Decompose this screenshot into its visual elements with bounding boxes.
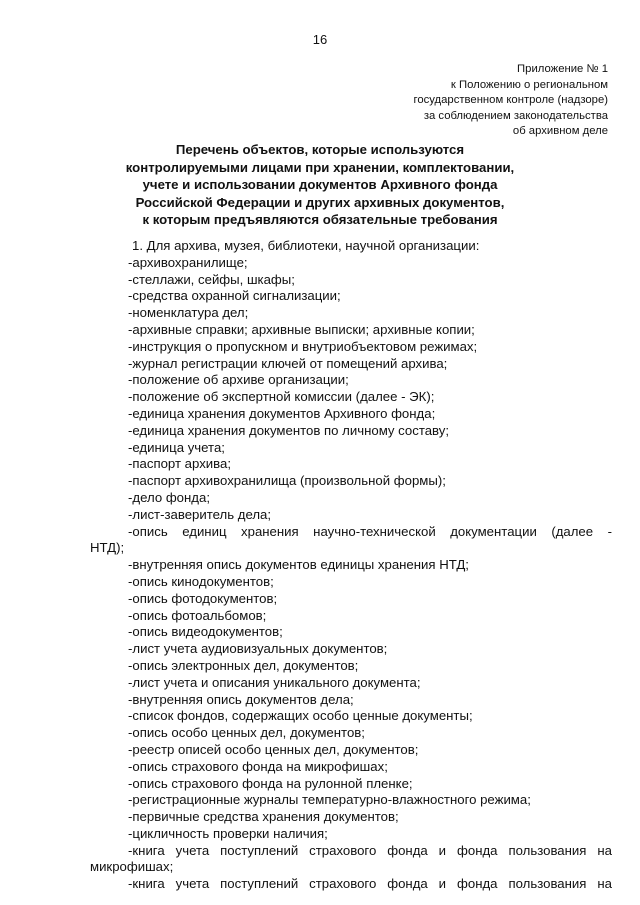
list-item: -единица хранения документов по личному составу; xyxy=(128,422,450,438)
list-item: -реестр описей особо ценных дел, документов; xyxy=(128,741,419,757)
page-number: 16 xyxy=(312,32,328,47)
title-line: учете и использовании документов Архивного фонда xyxy=(142,177,498,192)
annex-line: государственном контроле (надзоре) xyxy=(413,94,608,106)
list-item: -внутренняя опись документов единицы хранения НТД; xyxy=(128,557,469,573)
list-item: -стеллажи, сейфы, шкафы; xyxy=(128,271,295,287)
list-item: -опись особо ценных дел, документов; xyxy=(128,725,365,741)
title-line: к которым предъявляются обязательные требования xyxy=(142,212,498,227)
list-item: -опись электронных дел, документов; xyxy=(128,657,359,673)
list-item: -журнал регистрации ключей от помещений архива; xyxy=(128,355,448,371)
list-item-continuation: микрофишах; xyxy=(90,859,174,875)
annex-header xyxy=(348,62,608,140)
list-item: -положение об экспертной комиссии (далее - ЭК); xyxy=(128,389,435,405)
list-item: -номенклатура дел; xyxy=(128,305,249,321)
list-item: -опись страхового фонда на рулонной пленке; xyxy=(128,775,413,791)
list-item: -положение об архиве организации; xyxy=(128,372,349,388)
title-line: контролируемыми лицами при хранении, комплектовании, xyxy=(125,159,515,175)
title-line: Перечень объектов, которые используются xyxy=(175,142,465,157)
list-item-wrapped: -книга учета поступлений страхового фонда и фонда пользования на xyxy=(128,842,612,858)
list-item: -опись страхового фонда на микрофишах; xyxy=(128,758,388,774)
list-item-wrapped: -опись единиц хранения научно-технической документации (далее - xyxy=(128,523,612,539)
list-item: -инструкция о пропускном и внутриобъектовом режимах; xyxy=(128,338,478,354)
list-item: -архивохранилище; xyxy=(128,254,248,270)
list-item: -первичные средства хранения документов; xyxy=(128,809,399,825)
list-item: -опись фотодокументов; xyxy=(128,590,278,606)
annex-line: к Положению о региональном xyxy=(450,78,608,91)
list-item: -паспорт архивохранилища (произвольной формы); xyxy=(128,473,446,489)
list-item: -единица хранения документов Архивного фонда; xyxy=(128,405,436,421)
list-item: -список фондов, содержащих особо ценные документы; xyxy=(128,708,473,724)
list-item: -опись кинодокументов; xyxy=(128,573,274,589)
list-item: -лист учета аудиовизуальных документов; xyxy=(128,641,388,657)
list-item: -дело фонда; xyxy=(128,489,210,505)
list-item: -внутренняя опись документов дела; xyxy=(128,691,354,707)
list-item: -цикличность проверки наличия; xyxy=(128,825,328,841)
list-item-continuation: НТД); xyxy=(90,540,125,556)
annex-line: об архивном деле xyxy=(512,125,608,137)
annex-line: за соблюдением законодательства xyxy=(423,109,608,122)
list-item: -опись фотоальбомов; xyxy=(128,607,267,623)
list-item: -лист-заверитель дела; xyxy=(128,506,272,522)
list-item: -опись видеодокументов; xyxy=(128,624,283,640)
list-item: -единица учета; xyxy=(128,439,225,455)
list-item: -паспорт архива; xyxy=(128,456,232,472)
list-item: -архивные справки; архивные выписки; архивные копии; xyxy=(128,321,475,337)
list-item: -регистрационные журналы температурно-влажностного режима; xyxy=(128,792,531,808)
list-item: -лист учета и описания уникального документа; xyxy=(128,674,421,690)
annex-line: Приложение № 1 xyxy=(517,63,608,75)
list-item: -средства охранной сигнализации; xyxy=(128,288,341,304)
section-heading: 1. Для архива, музея, библиотеки, научной организации: xyxy=(132,238,480,253)
list-item-wrapped: -книга учета поступлений страхового фонда и фонда пользования на xyxy=(128,876,612,892)
document-title xyxy=(95,141,545,229)
title-line: Российской Федерации и других архивных документов, xyxy=(135,194,505,210)
document-body xyxy=(90,238,612,893)
